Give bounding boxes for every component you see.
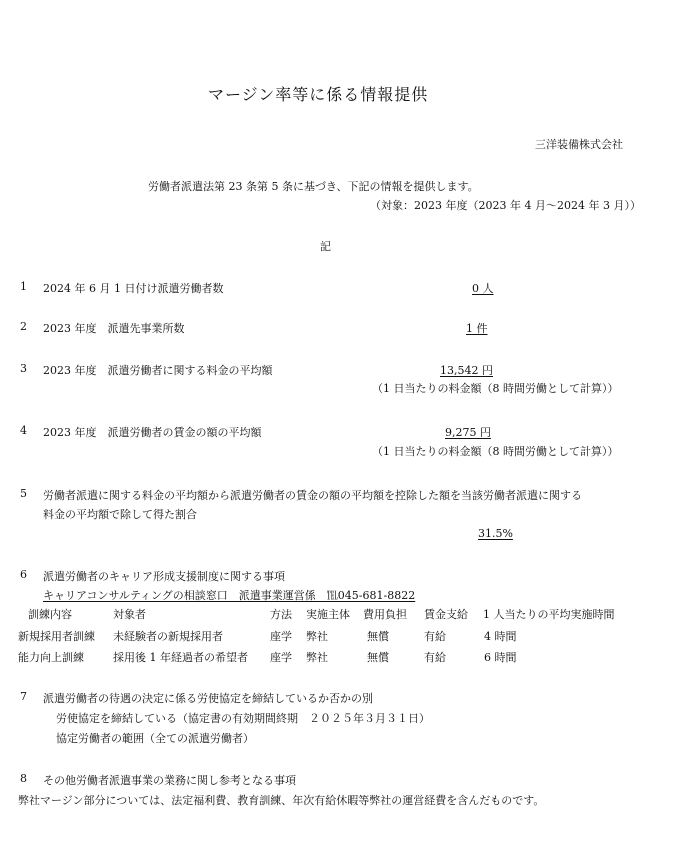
item-label: 2023 年度 派遣先事業所数	[43, 322, 185, 335]
item-label: 2023 年度 派遣労働者の賃金の額の平均額	[43, 426, 262, 439]
table-cell: 能力向上訓練	[18, 651, 84, 664]
table-cell: 4 時間	[484, 630, 517, 643]
table-cell: 座学	[270, 630, 292, 643]
header-cell: 1 人当たりの平均実施時間	[483, 608, 615, 621]
table-cell: 座学	[270, 651, 292, 664]
table-cell: 弊社	[306, 630, 328, 643]
table-cell: 未経験者の新規採用者	[113, 630, 223, 643]
header-cell: 賃金支給	[424, 608, 468, 621]
item-number: 8	[20, 772, 27, 785]
item-number: 6	[20, 568, 27, 581]
item-number: 1	[20, 280, 27, 293]
table-cell: 採用後 1 年経過者の希望者	[113, 651, 248, 664]
intro-text: 労働者派遣法第 23 条第 5 条に基づき、下記の情報を提供します。	[148, 180, 479, 193]
header-cell: 実施主体	[306, 608, 350, 621]
item-note: （1 日当たりの料金額（8 時間労働として計算））	[372, 382, 619, 395]
item-label: その他労働者派遣事業の業務に関し参考となる事項	[43, 774, 296, 787]
target-period: （対象：2023 年度（2023 年 4 月～2024 年 3 月））	[370, 199, 641, 212]
item-number: 2	[20, 320, 27, 333]
item-label: 派遣労働者のキャリア形成支援制度に関する事項	[43, 570, 285, 583]
item-label: 2024 年 6 月 1 日付け派遣労働者数	[43, 282, 224, 295]
table-cell: 6 時間	[484, 651, 517, 664]
item-label: 2023 年度 派遣労働者に関する料金の平均額	[43, 364, 273, 377]
item-text-line-1: 労働者派遣に関する料金の平均額から派遣労働者の賃金の額の平均額を控除した額を当該労働者派遣に関する	[43, 489, 582, 502]
table-cell: 無償	[367, 651, 389, 664]
table-cell: 無償	[367, 630, 389, 643]
header-cell: 方法	[270, 608, 292, 621]
consultation-contact: キャリアコンサルティングの相談窓口 派遣事業運営係 ℡045-681-8822	[43, 589, 416, 602]
header-cell: 費用負担	[363, 608, 407, 621]
agreement-scope: 協定労働者の範囲（全ての派遣労働者）	[56, 732, 254, 745]
item-number: 5	[20, 487, 27, 500]
item-value: 31.5%	[478, 527, 513, 540]
agreement-line: 労使協定を締結している（協定書の有効期間終期 ２０２５年３月３１日）	[56, 712, 430, 725]
item-number: 3	[20, 362, 27, 375]
item-note: （1 日当たりの料金額（8 時間労働として計算））	[372, 445, 619, 458]
page-title: マージン率等に係る情報提供	[208, 85, 429, 104]
table-cell: 有給	[424, 630, 446, 643]
item-value: 1 件	[466, 322, 488, 335]
header-cell: 対象者	[113, 608, 146, 621]
item-number: 4	[20, 424, 27, 437]
item-text: 弊社マージン部分については、法定福利費、教育訓練、年次有給休暇等弊社の運営経費を含んだものです。	[18, 794, 545, 807]
item-value: 0 人	[472, 282, 494, 295]
item-text-line-2: 料金の平均額で除して得た割合	[43, 508, 197, 521]
item-value: 13,542 円	[440, 364, 493, 377]
header-cell: 訓練内容	[28, 608, 72, 621]
table-cell: 有給	[424, 651, 446, 664]
item-value: 9,275 円	[445, 426, 491, 439]
item-number: 7	[20, 690, 27, 703]
table-cell: 新規採用者訓練	[18, 630, 95, 643]
company-name: 三洋装備株式会社	[535, 138, 623, 151]
item-label: 派遣労働者の待遇の決定に係る労使協定を締結しているか否かの別	[43, 692, 373, 705]
table-cell: 弊社	[306, 651, 328, 664]
ki-mark: 記	[320, 240, 331, 253]
